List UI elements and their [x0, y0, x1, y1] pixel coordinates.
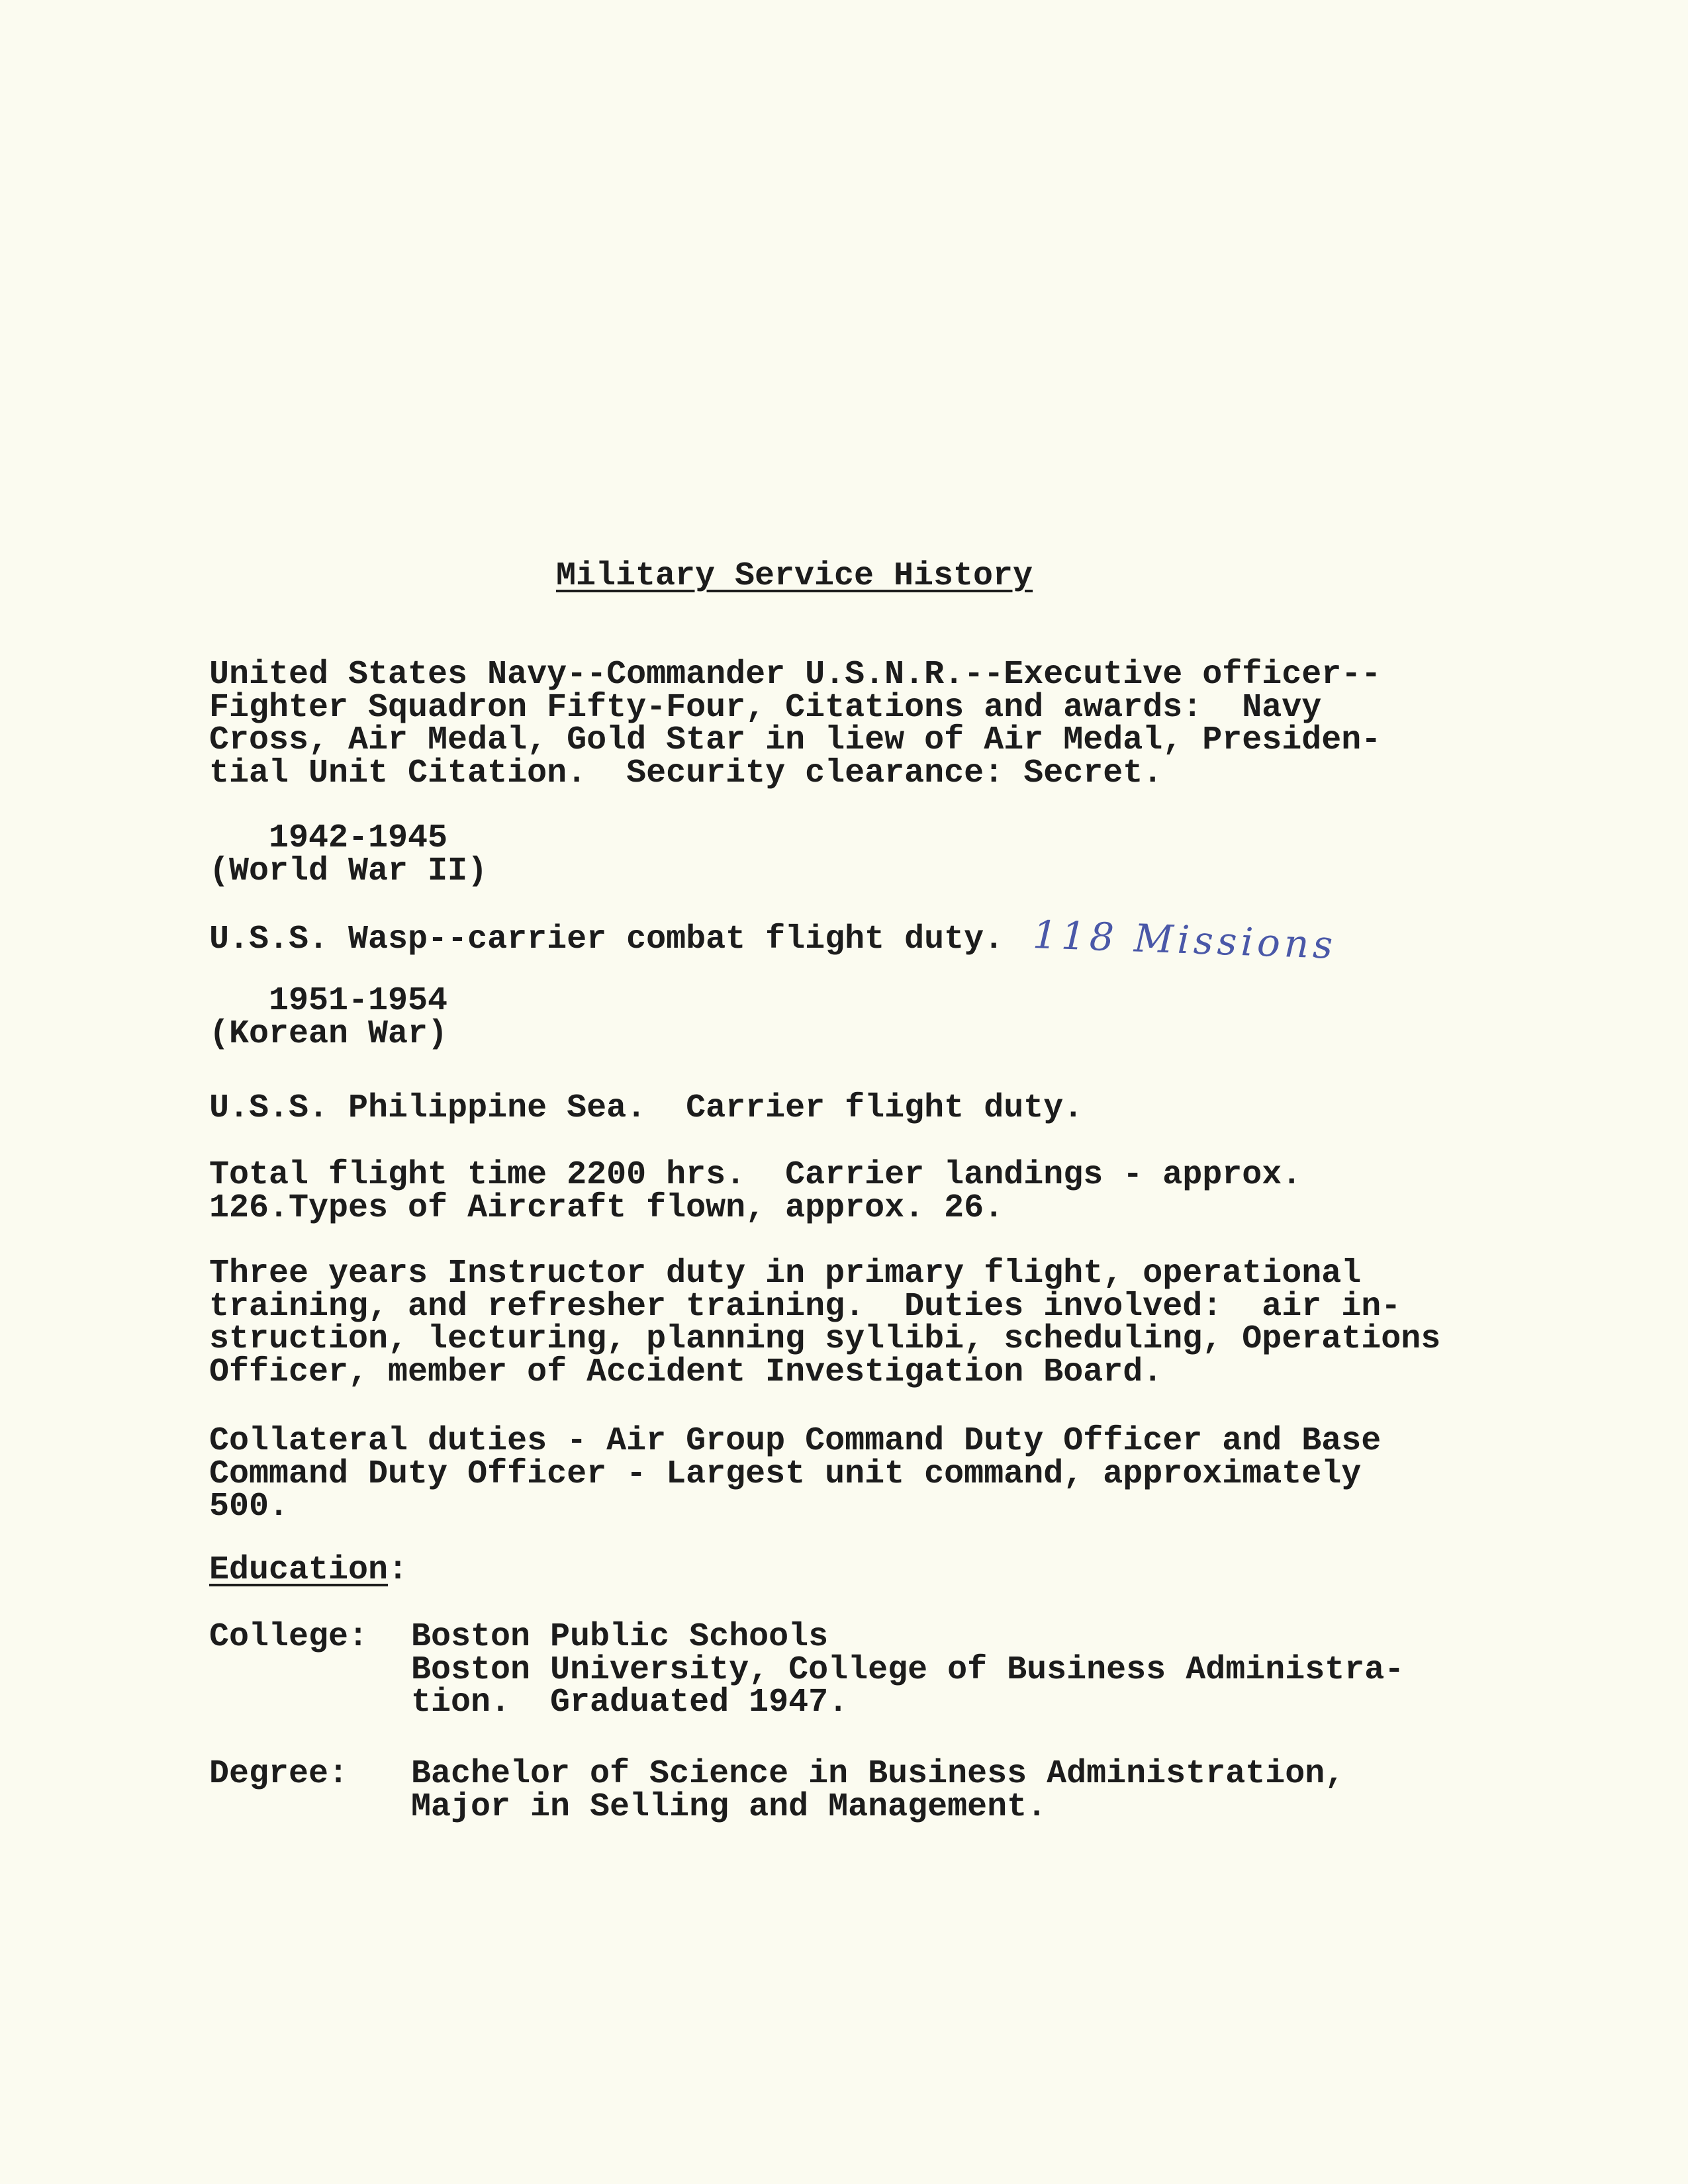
education-heading-text: Education [209, 1551, 389, 1589]
degree-section [209, 1755, 1345, 1826]
text-line: Bachelor of Science in Business Administration, [411, 1755, 1345, 1793]
text-line: 500. [209, 1488, 289, 1525]
college-details [411, 1618, 1405, 1721]
text-line: Command Duty Officer - Largest unit command, approximately [209, 1455, 1362, 1493]
collateral-paragraph [209, 1422, 1382, 1525]
handwritten-note: 118 Missions [1031, 912, 1338, 968]
text-line: Fighter Squadron Fifty-Four, Citations and awards: Navy [209, 688, 1322, 727]
war-name: (World War II) [209, 852, 488, 890]
college-label: College: [209, 1618, 369, 1656]
education-heading [209, 1551, 408, 1589]
text-line: struction, lecturing, planning syllibi, scheduling, Operations [209, 1320, 1441, 1358]
text-line: 126.Types of Aircraft flown, approx. 26. [209, 1189, 1004, 1227]
text-line: tial Unit Citation. Security clearance: Secret. [209, 754, 1163, 792]
period-1951 [209, 982, 448, 1053]
text-line: Collateral duties - Air Group Command Duty Officer and Base [209, 1422, 1382, 1460]
philippine-duty: U.S.S. Philippine Sea. Carrier flight duty. [209, 1089, 1084, 1127]
title-text: Military Service History [555, 557, 1033, 595]
heading-colon: : [388, 1551, 408, 1589]
wasp-duty: U.S.S. Wasp--carrier combat flight duty. [209, 921, 1004, 958]
text-line: United States Navy--Commander U.S.N.R.--Executive officer-- [209, 656, 1382, 694]
text-line: Total flight time 2200 hrs. Carrier landings - approx. [209, 1156, 1302, 1194]
text-line: Major in Selling and Management. [411, 1788, 1047, 1826]
flight-paragraph [209, 1156, 1302, 1227]
war-name: (Korean War) [209, 1015, 448, 1053]
years: 1942-1945 [269, 819, 448, 857]
text-line: Boston Public Schools [411, 1618, 829, 1656]
page-title [0, 557, 1589, 595]
text-line: Boston University, College of Business Administra- [411, 1651, 1405, 1689]
text-line: Three years Instructor duty in primary flight, operational [209, 1255, 1362, 1293]
college-section [209, 1618, 1405, 1721]
text-line: tion. Graduated 1947. [411, 1684, 849, 1721]
instructor-paragraph [209, 1255, 1441, 1391]
degree-label: Degree: [209, 1755, 349, 1793]
service-paragraph [209, 656, 1382, 792]
text-line: training, and refresher training. Duties involved: air in- [209, 1287, 1401, 1326]
text-line: Cross, Air Medal, Gold Star in liew of Air Medal, Presiden- [209, 721, 1382, 759]
degree-details [411, 1755, 1345, 1826]
text-line: Officer, member of Accident Investigation Board. [209, 1353, 1163, 1391]
years: 1951-1954 [269, 982, 448, 1020]
period-1942 [209, 819, 488, 890]
